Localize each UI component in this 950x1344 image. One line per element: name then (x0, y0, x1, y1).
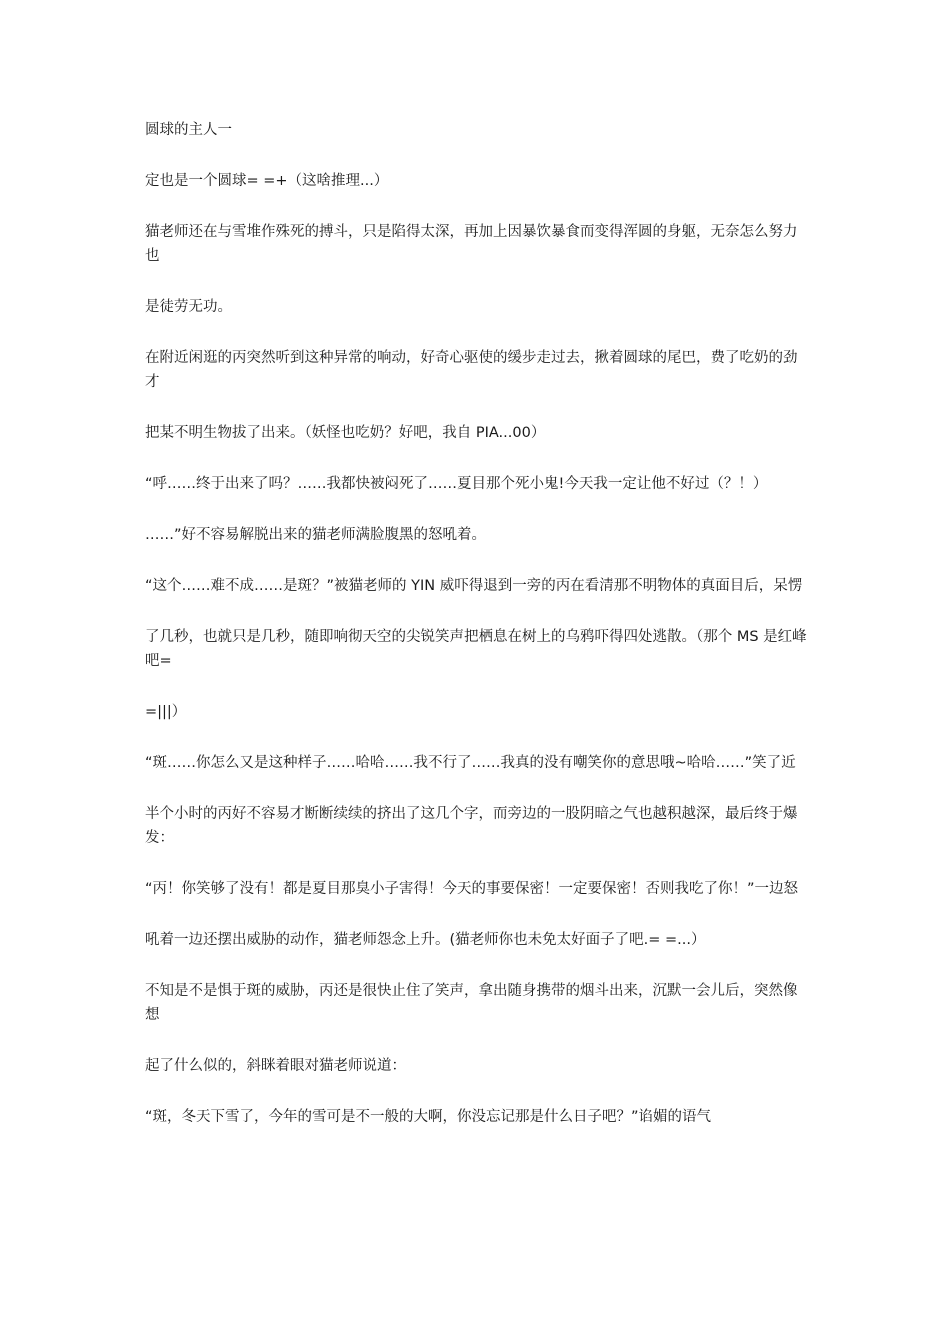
paragraph: 定也是一个圆球= =+（这啥推理...） (145, 173, 389, 189)
paragraph: 不知是不是惧于斑的威胁，丙还是很快止住了笑声，拿出随身携带的烟斗出来，沉默一会儿后，突然像想 (145, 983, 798, 1023)
paragraph: 是徒劳无功。 (145, 299, 232, 315)
paragraph: “丙！你笑够了没有！都是夏目那臭小子害得！今天的事要保密！一定要保密！否则我吃了你！”一边怒 (145, 881, 799, 897)
paragraph: 了几秒，也就只是几秒，随即响彻天空的尖锐笑声把栖息在树上的乌鸦吓得四处逃散。（那个 MS 是红峰吧= (145, 629, 807, 669)
paragraph: “斑……你怎么又是这种样子……哈哈……我不行了……我真的没有嘲笑你的意思哦~哈哈……”笑了近 (145, 755, 796, 771)
paragraph: 圆球的主人一 (145, 122, 232, 138)
paragraph: 起了什么似的，斜眯着眼对猫老师说道： (145, 1058, 406, 1074)
paragraph: 猫老师还在与雪堆作殊死的搏斗，只是陷得太深，再加上因暴饮暴食而变得浑圆的身躯，无奈怎么努力也 (145, 224, 798, 264)
paragraph: “这个……难不成……是斑？”被猫老师的 YIN 威吓得退到一旁的丙在看清那不明物体的真面目后，呆愣 (145, 578, 803, 594)
paragraph: 半个小时的丙好不容易才断断续续的挤出了这几个字，而旁边的一股阴暗之气也越积越深，最后终于爆发： (145, 806, 798, 846)
paragraph: 吼着一边还摆出威胁的动作，猫老师怨念上升。(猫老师你也未免太好面子了吧.= =...） (145, 932, 706, 948)
paragraph: 把某不明生物拔了出来。（妖怪也吃奶？好吧，我自 PIA...00） (145, 425, 546, 441)
paragraph: 在附近闲逛的丙突然听到这种异常的响动，好奇心驱使的缓步走过去，揪着圆球的尾巴，费了吃奶的劲才 (145, 350, 798, 390)
paragraph: =|||） (145, 704, 187, 720)
paragraph: ……”好不容易解脱出来的猫老师满脸腹黑的怒吼着。 (145, 527, 487, 543)
paragraph: “斑，冬天下雪了，今年的雪可是不一般的大啊，你没忘记那是什么日子吧？”谄媚的语气 (145, 1109, 712, 1125)
paragraph: “呼……终于出来了吗？……我都快被闷死了……夏目那个死小鬼!今天我一定让他不好过（？！） (145, 476, 768, 492)
document-page (145, 118, 810, 1156)
